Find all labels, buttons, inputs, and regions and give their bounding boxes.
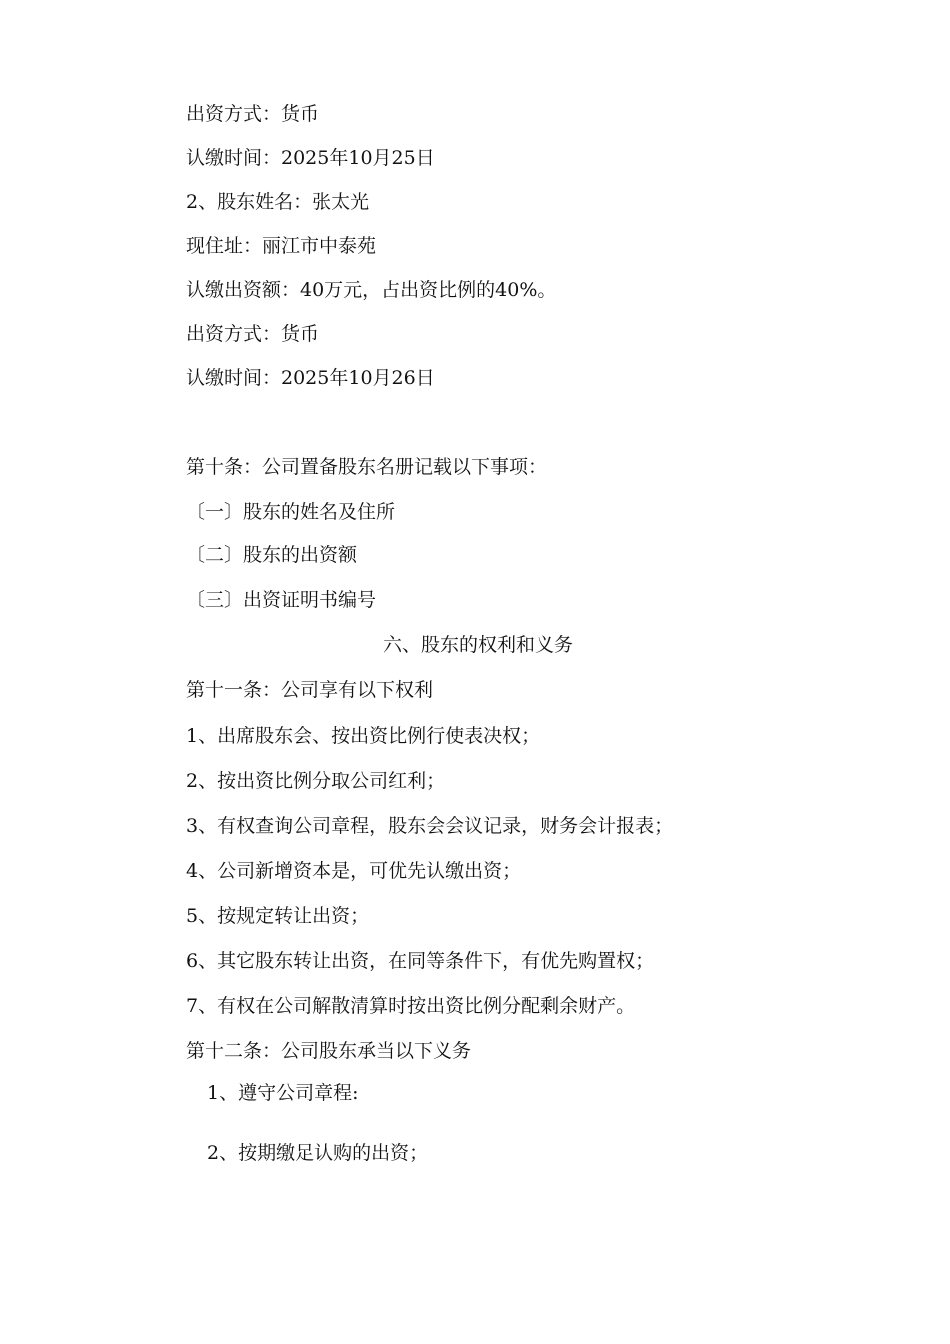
article-11-item-4: 4、公司新增资本是，可优先认缴出资；	[186, 860, 522, 882]
subscription-time-2: 认缴时间：2025年10月26日	[186, 367, 435, 389]
section-6-title: 六、股东的权利和义务	[382, 634, 573, 656]
article-12-item-1: 1、遵守公司章程:	[207, 1082, 359, 1104]
article-10-item-3: 〔三〕出资证明书编号	[186, 589, 377, 611]
article-11-item-2: 2、按出资比例分取公司红利；	[186, 770, 446, 792]
article-11-item-6: 6、其它股东转让出资，在同等条件下，有优先购置权；	[186, 950, 655, 972]
subscribed-amount-2: 认缴出资额：40万元，占出资比例的40%。	[186, 279, 557, 301]
article-11-heading: 第十一条：公司享有以下权利	[186, 679, 434, 701]
article-11-item-1: 1、出席股东会、按出资比例行使表决权；	[186, 725, 541, 747]
contribution-method-2: 出资方式：货币	[186, 323, 320, 345]
article-10-item-2: 〔二〕股东的出资额	[186, 544, 358, 566]
article-12-item-2: 2、按期缴足认购的出资；	[207, 1142, 429, 1164]
article-11-item-5: 5、按规定转让出资；	[186, 905, 370, 927]
shareholder-name-2: 2、股东姓名：张太光	[186, 191, 370, 213]
article-12-heading: 第十二条：公司股东承当以下义务	[186, 1040, 472, 1062]
article-10-item-1: 〔一〕股东的姓名及住所	[186, 501, 396, 523]
subscription-time-1: 认缴时间：2025年10月25日	[186, 147, 435, 169]
article-11-item-3: 3、有权查询公司章程，股东会会议记录，财务会计报表；	[186, 815, 674, 837]
article-10-heading: 第十条：公司置备股东名册记载以下事项：	[186, 456, 548, 478]
contribution-method-1: 出资方式：货币	[186, 103, 320, 125]
article-11-item-7: 7、有权在公司解散清算时按出资比例分配剩余财产。	[186, 995, 636, 1017]
current-address-2: 现住址：丽江市中泰苑	[186, 235, 377, 257]
